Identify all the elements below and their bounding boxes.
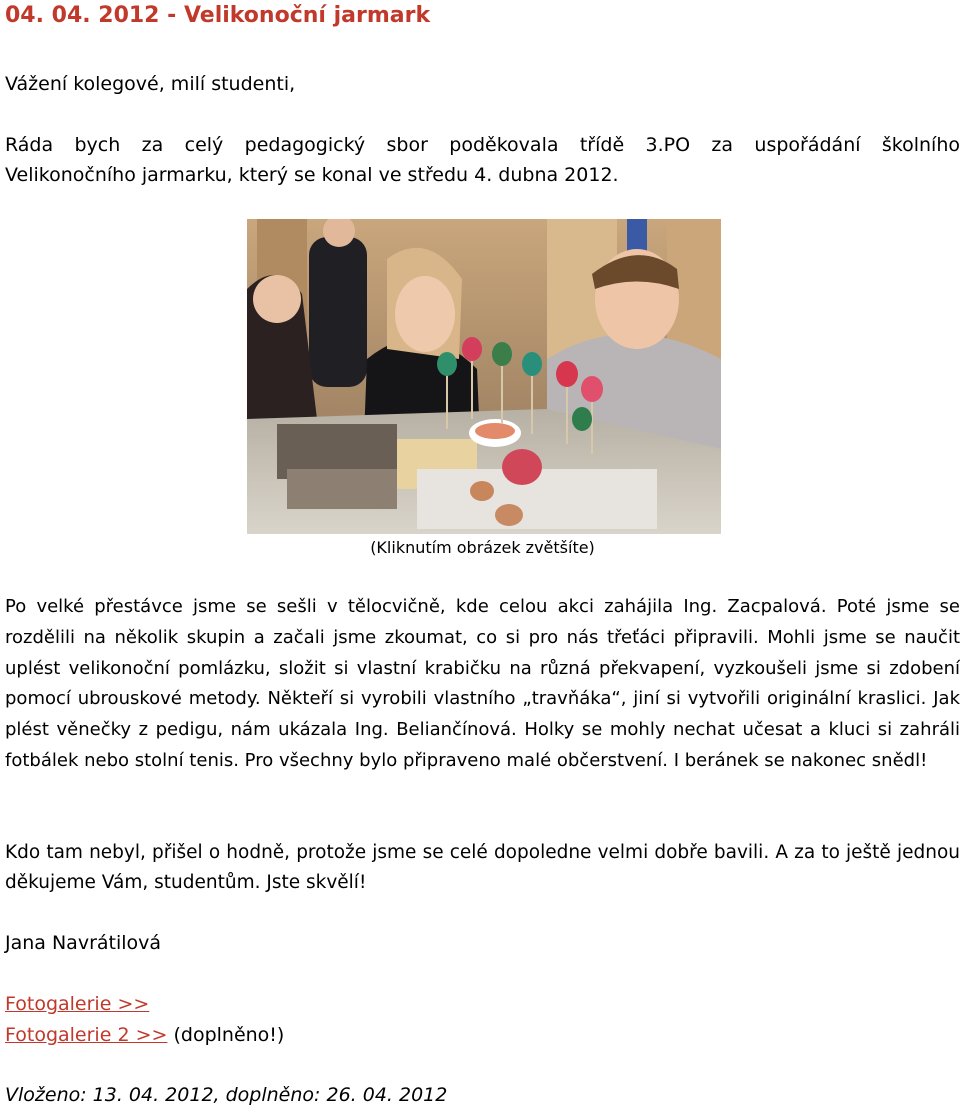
intro-line-2: Velikonočního jarmarku, který se konal ve středu 4. dubna 2012. — [5, 164, 619, 186]
greeting: Vážení kolegové, milí studenti, — [5, 73, 296, 95]
gallery-link-2-note: (doplněno!) — [173, 1024, 285, 1046]
event-photo-image — [247, 219, 721, 534]
gallery-link-2[interactable]: Fotogalerie 2 >> — [5, 1024, 168, 1046]
posted-date: Vloženo: 13. 04. 2012, doplněno: 26. 04. 2012 — [5, 1084, 448, 1106]
body-paragraph: Po velké přestávce jsme se sešli v tělocvičně, kde celou akci zahájila Ing. Zacpalová. Poté jsme se rozdělili na několik skupin a začali jsme zkoumat, co si pro nás třeťáci připravili. Mohli jsme se naučit uplést velikonoční pomlázku, složit si vlastní krabičku na různá překvapení, vyzkoušeli jsme si zdobení pomocí ubrouskové metody. Někteří si vyrobili vlastního „travňáka“, jiní si vytvořili originální kraslici. Jak plést věnečky z pedigu, nám ukázala Ing. Beliančínová. Holky se mohly nechat učesat a kluci si zahráli fotbálek nebo stolní tenis. Pro všechny bylo připraveno malé občerstvení. I beránek se nakonec snědl! — [5, 596, 960, 771]
gallery-links — [5, 989, 960, 1051]
intro-paragraph — [5, 130, 960, 190]
image-caption: (Kliknutím obrázek zvětšíte) — [370, 538, 595, 557]
intro-line-1: Ráda bych za celý pedagogický sbor poděkovala třídě 3.PO za uspořádání školního — [5, 134, 960, 156]
event-photo[interactable] — [247, 219, 721, 534]
gallery-link-1[interactable]: Fotogalerie >> — [5, 993, 150, 1015]
article-title: 04. 04. 2012 - Velikonoční jarmark — [5, 3, 431, 28]
closing-paragraph: Kdo tam nebyl, přišel o hodně, protože jsme se celé dopoledne velmi dobře bavili. A za to ještě jednou děkujeme Vám, studentům. Jste skvělí! — [5, 842, 960, 893]
signature: Jana Navrátilová — [5, 932, 162, 954]
